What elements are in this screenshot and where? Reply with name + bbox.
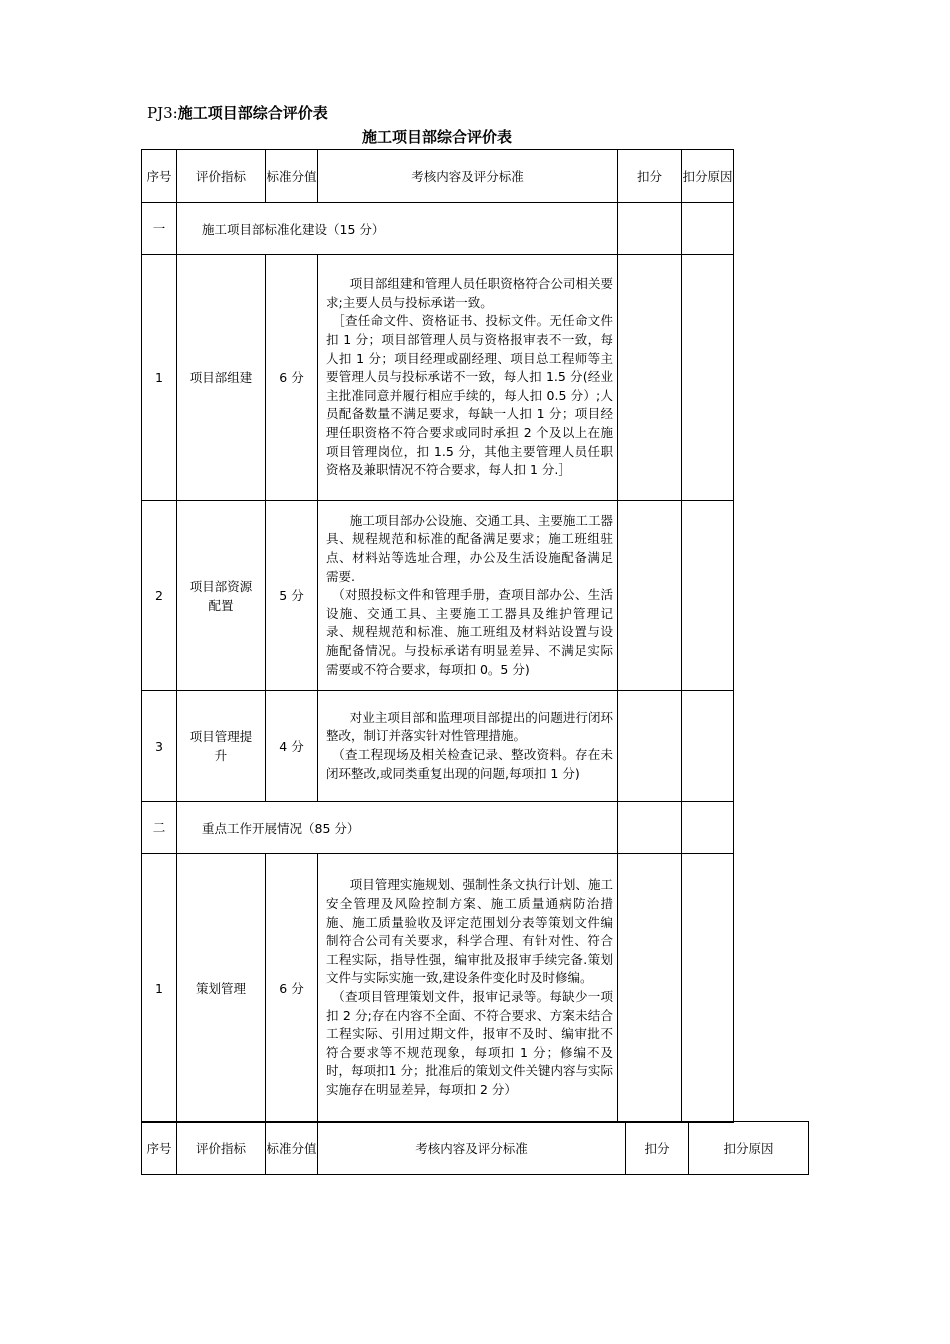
reason-cell[interactable] — [682, 501, 734, 691]
deduct-cell[interactable] — [618, 691, 682, 802]
row-criteria — [318, 255, 618, 501]
header-reason: 扣分原因 — [682, 150, 734, 203]
table-row — [142, 255, 734, 501]
row-indicator: 项目管理提升 — [177, 691, 266, 802]
header-deduct: 扣分 — [626, 1122, 689, 1175]
row-criteria — [318, 691, 618, 802]
section-seq: 二 — [142, 802, 177, 854]
evaluation-table — [141, 149, 734, 1123]
header-seq: 序号 — [142, 150, 177, 203]
row-criteria — [318, 501, 618, 691]
criteria-scoring: （对照投标文件和管理手册，查项目部办公、生活设施、交通工具、主要施工工器具及维护管理记录、规程规范和标准、施工班组及材料站设置与设施配备情况。与投标承诺有明显差异、不满足实际需要或不符合要求，每项扣 0。5 分) — [326, 587, 613, 677]
document-label — [147, 103, 328, 123]
header-criteria: 考核内容及评分标准 — [318, 150, 618, 203]
criteria-requirement: 项目管理实施规划、强制性条文执行计划、施工安全管理及风险控制方案、施工质量通病防治措施、施工质量验收及评定范围划分表等策划文件编制符合公司有关要求，科学合理、有针对性、符合工程实际，指导性强，编审批及报审手续完备.策划文件与实际实施一致,建设条件变化时及时修编。 — [326, 877, 613, 986]
page-title: 施工项目部综合评价表 — [361, 128, 512, 146]
reason-cell[interactable] — [682, 255, 734, 501]
table-row — [142, 691, 734, 802]
header-seq: 序号 — [142, 1122, 177, 1175]
table-header-row — [142, 150, 734, 203]
section-title: 重点工作开展情况（85 分） — [177, 802, 618, 854]
row-indicator: 项目部资源配置 — [177, 501, 266, 691]
row-seq: 1 — [142, 255, 177, 501]
criteria-scoring: （查工程现场及相关检查记录、整改资料。存在未闭环整改,或同类重复出现的问题,每项扣 1 分) — [326, 747, 613, 781]
header-score: 标准分值 — [266, 1122, 318, 1175]
deduct-cell[interactable] — [618, 501, 682, 691]
row-seq: 1 — [142, 854, 177, 1123]
reason-cell[interactable] — [682, 691, 734, 802]
table-row — [142, 501, 734, 691]
row-criteria — [318, 854, 618, 1123]
criteria-scoring: （查项目管理策划文件，报审记录等。每缺少一项扣 2 分;存在内容不全面、不符合要求、方案未结合工程实际、引用过期文件，报审不及时、编审批不符合要求等不规范现象，每项扣 1 分；修编不及时，每项扣1 分；批准后的策划文件关键内容与实际实施存在明显差异，每项扣 2 分） — [326, 989, 613, 1097]
row-score: 5 分 — [266, 501, 318, 691]
section-row — [142, 802, 734, 854]
table-row — [142, 854, 734, 1123]
criteria-requirement: 项目部组建和管理人员任职资格符合公司相关要求;主要人员与投标承诺一致。 — [326, 276, 613, 310]
reason-cell[interactable] — [682, 854, 734, 1123]
header-criteria: 考核内容及评分标准 — [318, 1122, 626, 1175]
row-seq: 3 — [142, 691, 177, 802]
header-reason: 扣分原因 — [689, 1122, 809, 1175]
criteria-scoring: ［查任命文件、资格证书、投标文件。无任命文件扣 1 分；项目部管理人员与资格报审表不一致，每人扣 1 分；项目经理或副经理、项目总工程师等主要管理人员与投标承诺不一致，每人扣 1.5 分(经业主批准同意并履行相应手续的，每人扣 0.5 分）;人员配备数量不满足要求，每缺一人扣 1 分；项目经理任职资格不符合要求或同时承担 2 个及以上在施项目管理岗位，扣 1.5 分，其他主要管理人员任职资格及兼职情况不符合要求，每人扣 1 分.］ — [326, 313, 613, 478]
deduct-cell[interactable] — [618, 854, 682, 1123]
section-seq: 一 — [142, 203, 177, 255]
section-row — [142, 203, 734, 255]
row-score: 4 分 — [266, 691, 318, 802]
deduct-cell[interactable] — [618, 255, 682, 501]
document-code: PJ3: — [147, 104, 178, 122]
row-indicator: 策划管理 — [177, 854, 266, 1123]
deduct-cell[interactable] — [618, 203, 682, 255]
reason-cell[interactable] — [682, 802, 734, 854]
header-score: 标准分值 — [266, 150, 318, 203]
criteria-requirement: 对业主项目部和监理项目部提出的问题进行闭环整改，制订并落实针对性管理措施。 — [326, 709, 613, 744]
document-label-name: 施工项目部综合评价表 — [177, 104, 328, 122]
header-deduct: 扣分 — [618, 150, 682, 203]
row-indicator: 项目部组建 — [177, 255, 266, 501]
footer-header-table — [141, 1121, 809, 1175]
row-score: 6 分 — [266, 255, 318, 501]
section-title: 施工项目部标准化建设（15 分） — [177, 203, 618, 255]
criteria-requirement: 施工项目部办公设施、交通工具、主要施工工器具、规程规范和标准的配备满足要求；施工班组驻点、材料站等选址合理，办公及生活设施配备满足需要. — [326, 512, 613, 584]
header-indicator: 评价指标 — [177, 150, 266, 203]
row-seq: 2 — [142, 501, 177, 691]
deduct-cell[interactable] — [618, 802, 682, 854]
table-header-row — [142, 1122, 809, 1175]
row-score: 6 分 — [266, 854, 318, 1123]
reason-cell[interactable] — [682, 203, 734, 255]
header-indicator: 评价指标 — [177, 1122, 266, 1175]
